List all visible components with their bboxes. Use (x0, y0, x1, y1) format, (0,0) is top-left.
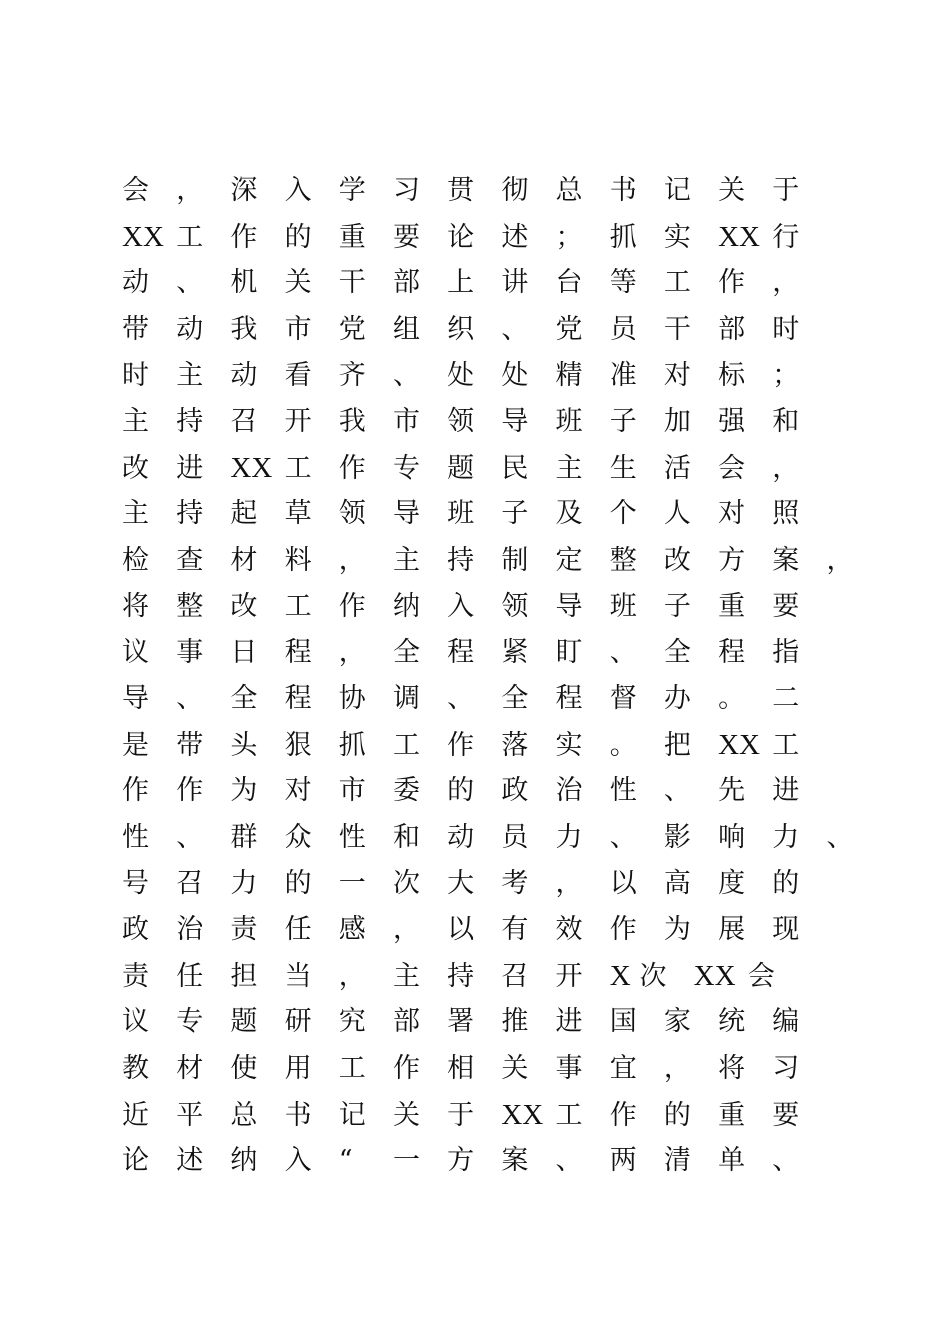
body-text (122, 168, 854, 1184)
text-line: 论 述 纳 入 “ 一 方 案 、 两 清 单 、 (122, 1144, 800, 1176)
text-line: 时 主 动 看 齐 、 处 处 精 准 对 标 ； (122, 359, 800, 391)
text-line: 主 持 召 开 我 市 领 导 班 子 加 强 和 (122, 405, 800, 437)
text-line: 议 事 日 程 ， 全 程 紧 盯 、 全 程 指 (122, 636, 800, 668)
text-line: 是 带 头 狠 抓 工 作 落 实 。 把 XX 工 (122, 729, 800, 762)
text-line: 作 作 为 对 市 委 的 政 治 性 、 先 进 (122, 775, 800, 807)
text-line: 教 材 使 用 工 作 相 关 事 宜 ， 将 习 (122, 1052, 800, 1084)
text-line: 主 持 起 草 领 导 班 子 及 个 人 对 照 (122, 498, 800, 530)
text-line: 近 平 总 书 记 关 于 XX 工 作 的 重 要 (122, 1098, 800, 1131)
text-line: XX 工 作 的 重 要 论 述 ； 抓 实 XX 行 (122, 221, 800, 254)
text-line: 议 专 题 研 究 部 署 推 进 国 家 统 编 (122, 1006, 800, 1038)
text-line: 会 ， 深 入 学 习 贯 彻 总 书 记 关 于 (122, 175, 800, 206)
text-line: 责 任 担 当 ， 主 持 召 开 X 次 XX 会 (122, 960, 775, 993)
text-line: 将 整 改 工 作 纳 入 领 导 班 子 重 要 (122, 590, 800, 622)
text-line: 政 治 责 任 感 ， 以 有 效 作 为 展 现 (122, 914, 800, 945)
text-line: 带 动 我 市 党 组 织 、 党 员 干 部 时 (122, 313, 800, 345)
text-line: 导 、 全 程 协 调 、 全 程 督 办 。 二 (122, 683, 800, 715)
text-line: 号 召 力 的 一 次 大 考 ， 以 高 度 的 (122, 867, 800, 899)
text-line: 动 、 机 关 干 部 上 讲 台 等 工 作 ， (122, 267, 800, 299)
text-line: 检 查 材 料 ， 主 持 制 定 整 改 方 案 ， (122, 544, 854, 576)
text-line: 改 进 XX 工 作 专 题 民 主 生 活 会 ， (122, 452, 800, 485)
text-line: 性 、 群 众 性 和 动 员 力 、 影 响 力 、 (122, 821, 854, 853)
